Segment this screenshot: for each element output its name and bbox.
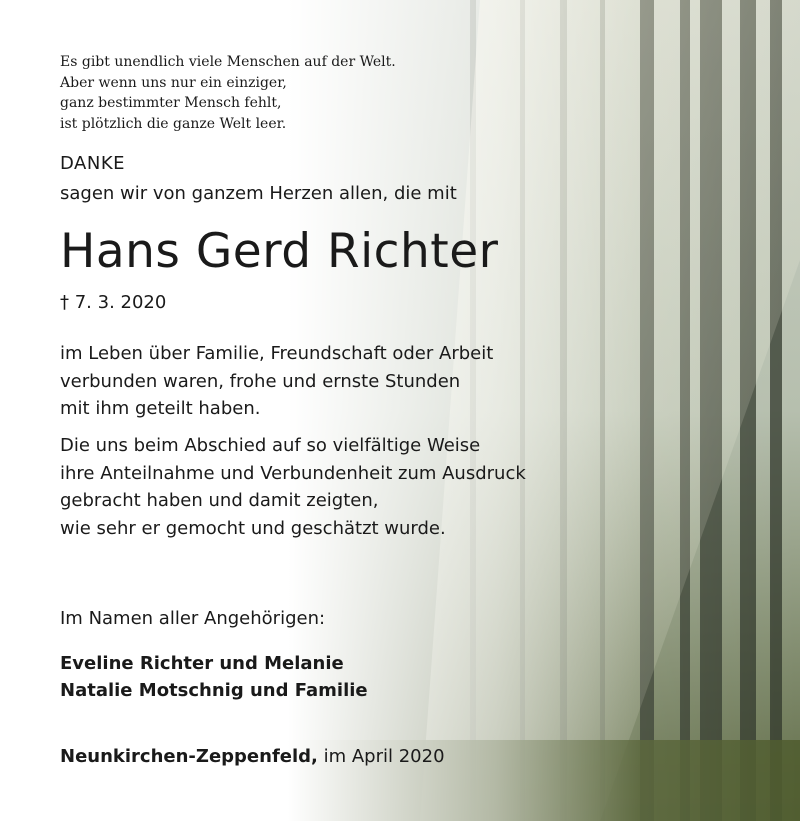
paragraph-line: verbunden waren, frohe und ernste Stunden [60, 370, 461, 392]
poem-line: Es gibt unendlich viele Menschen auf der Welt. [60, 54, 396, 70]
signers [60, 650, 368, 704]
paragraph-line: im Leben über Familie, Freundschaft oder Arbeit [60, 343, 494, 364]
place: Neunkirchen-Zeppenfeld, [60, 746, 318, 767]
paragraph-1 [60, 340, 493, 423]
poem [60, 52, 396, 134]
signer: Eveline Richter und Melanie [60, 653, 344, 674]
danke-heading: DANKE [60, 153, 125, 174]
death-date: † 7. 3. 2020 [60, 292, 167, 313]
date: im April 2020 [317, 746, 445, 767]
deceased-name: Hans Gerd Richter [60, 224, 499, 279]
paragraph-line: Die uns beim Abschied auf so vielfältige Weise [60, 435, 481, 456]
poem-line: Aber wenn uns nur ein einziger, [60, 74, 287, 91]
paragraph-line: gebracht haben und damit zeigten, [60, 490, 379, 511]
paragraph-2 [60, 432, 526, 542]
family-intro: Im Namen aller Angehörigen: [60, 608, 326, 629]
paragraph-line: mit ihm geteilt haben. [60, 398, 261, 419]
poem-line: ganz bestimmter Mensch fehlt, [60, 95, 282, 111]
paragraph-line: wie sehr er gemocht und geschätzt wurde. [60, 517, 446, 539]
paragraph-line: ihre Anteilnahme und Verbundenheit zum Ausdruck [60, 462, 526, 484]
poem-line: ist plötzlich die ganze Welt leer. [60, 115, 287, 132]
signer: Natalie Motschnig und Familie [60, 680, 368, 701]
place-and-date [60, 746, 445, 767]
intro-text: sagen wir von ganzem Herzen allen, die mit [60, 183, 457, 204]
